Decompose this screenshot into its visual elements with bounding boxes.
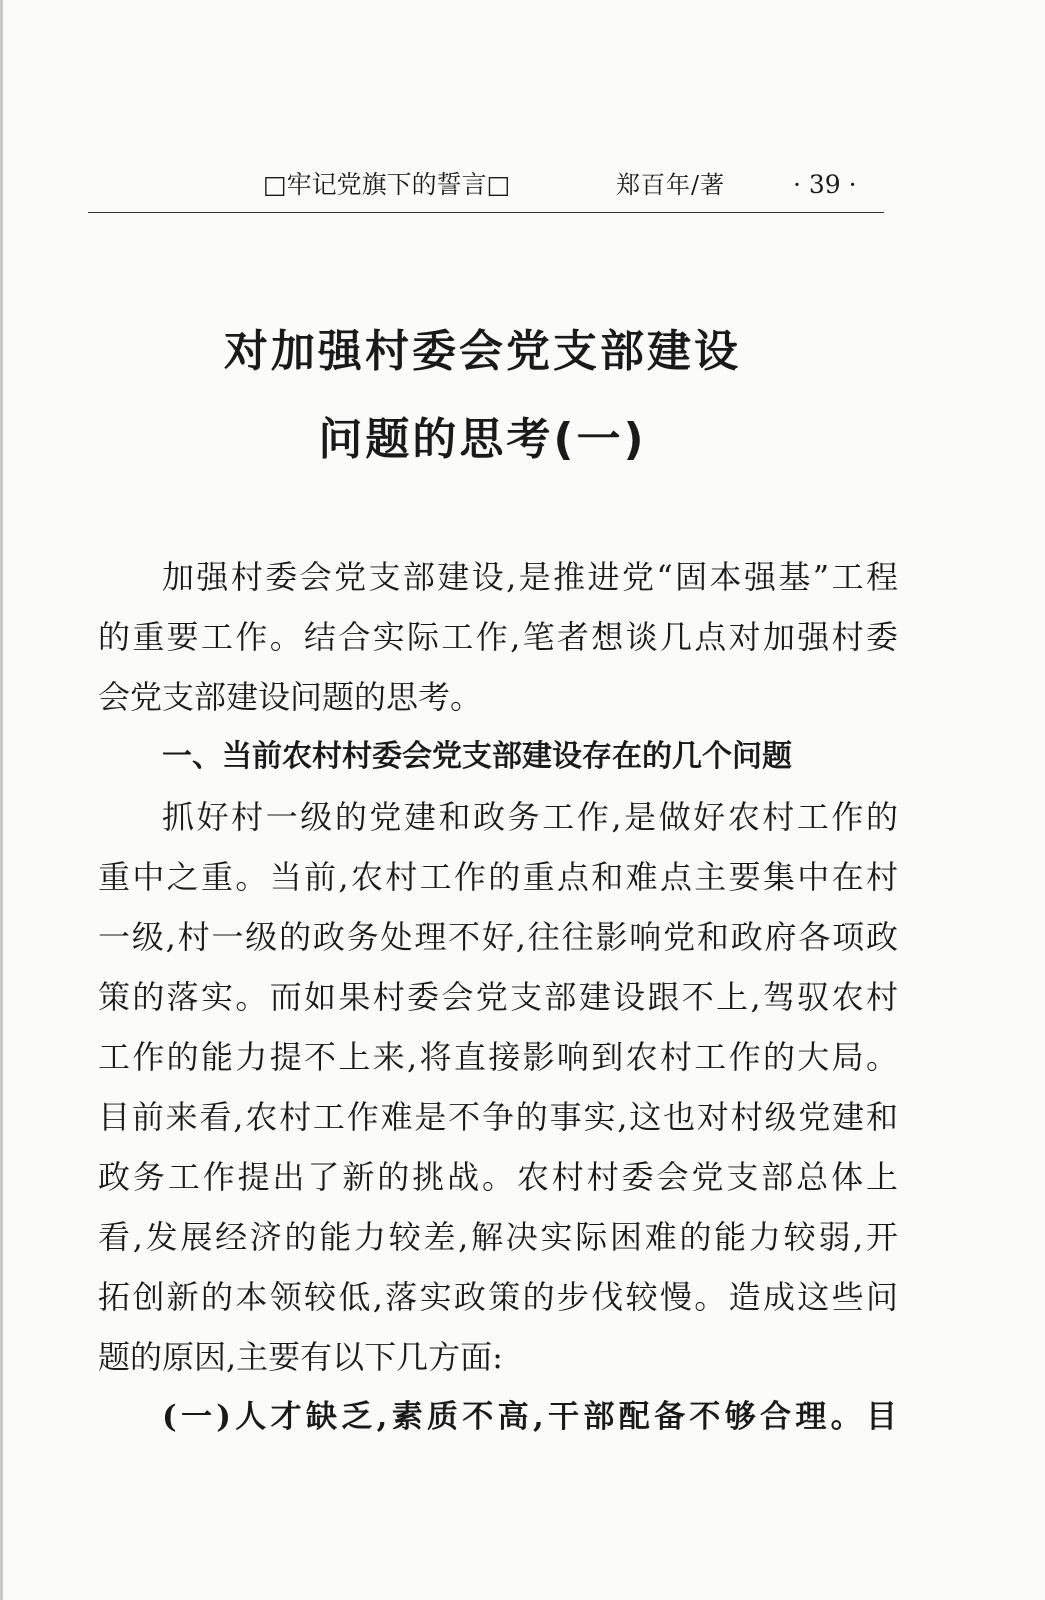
paragraph-line: 的重要工作。结合实际工作,笔者想谈几点对加强村委 — [98, 618, 898, 656]
paragraph-line: 策的落实。而如果村委会党支部建设跟不上,驾驭农村 — [98, 978, 898, 1016]
paragraph-line: 抓好村一级的党建和政务工作,是做好农村工作的 — [162, 798, 898, 836]
page-edge-shadow — [0, 0, 3, 1600]
paragraph-line: 重中之重。当前,农村工作的重点和难点主要集中在村 — [98, 858, 898, 896]
article-title-line-1: 对加强村委会党支部建设 — [224, 326, 741, 377]
sub-heading-line: (一)人才缺乏,素质不高,干部配备不够合理。目 — [162, 1399, 898, 1435]
page-number: · 39 · — [793, 170, 857, 199]
header-author: 郑百年/著 — [616, 171, 726, 199]
article-body — [98, 547, 898, 1447]
article-title-line-2: 问题的思考(一) — [318, 414, 647, 465]
paragraph-line: 会党支部建设问题的思考。 — [98, 678, 483, 716]
paragraph-line: 政务工作提出了新的挑战。农村村委会党支部总体上 — [98, 1158, 898, 1196]
paragraph-line: 工作的能力提不上来,将直接影响到农村工作的大局。 — [98, 1038, 898, 1076]
paragraph-line: 加强村委会党支部建设,是推进党“固本强基”工程 — [162, 558, 898, 596]
paragraph-line: 看,发展经济的能力较差,解决实际困难的能力较弱,开 — [98, 1218, 898, 1256]
paragraph-line: 目前来看,农村工作难是不争的事实,这也对村级党建和 — [98, 1098, 898, 1136]
section-heading: 一、当前农村村委会党支部建设存在的几个问题 — [162, 739, 792, 774]
running-header — [88, 168, 884, 213]
header-book-title: □牢记党旗下的誓言□ — [263, 170, 511, 199]
paragraph-line: 一级,村一级的政务处理不好,往往影响党和政府各项政 — [98, 918, 898, 956]
paragraph-line: 题的原因,主要有以下几方面: — [98, 1338, 503, 1376]
paragraph-line: 拓创新的本领较低,落实政策的步伐较慢。造成这些问 — [98, 1278, 898, 1316]
